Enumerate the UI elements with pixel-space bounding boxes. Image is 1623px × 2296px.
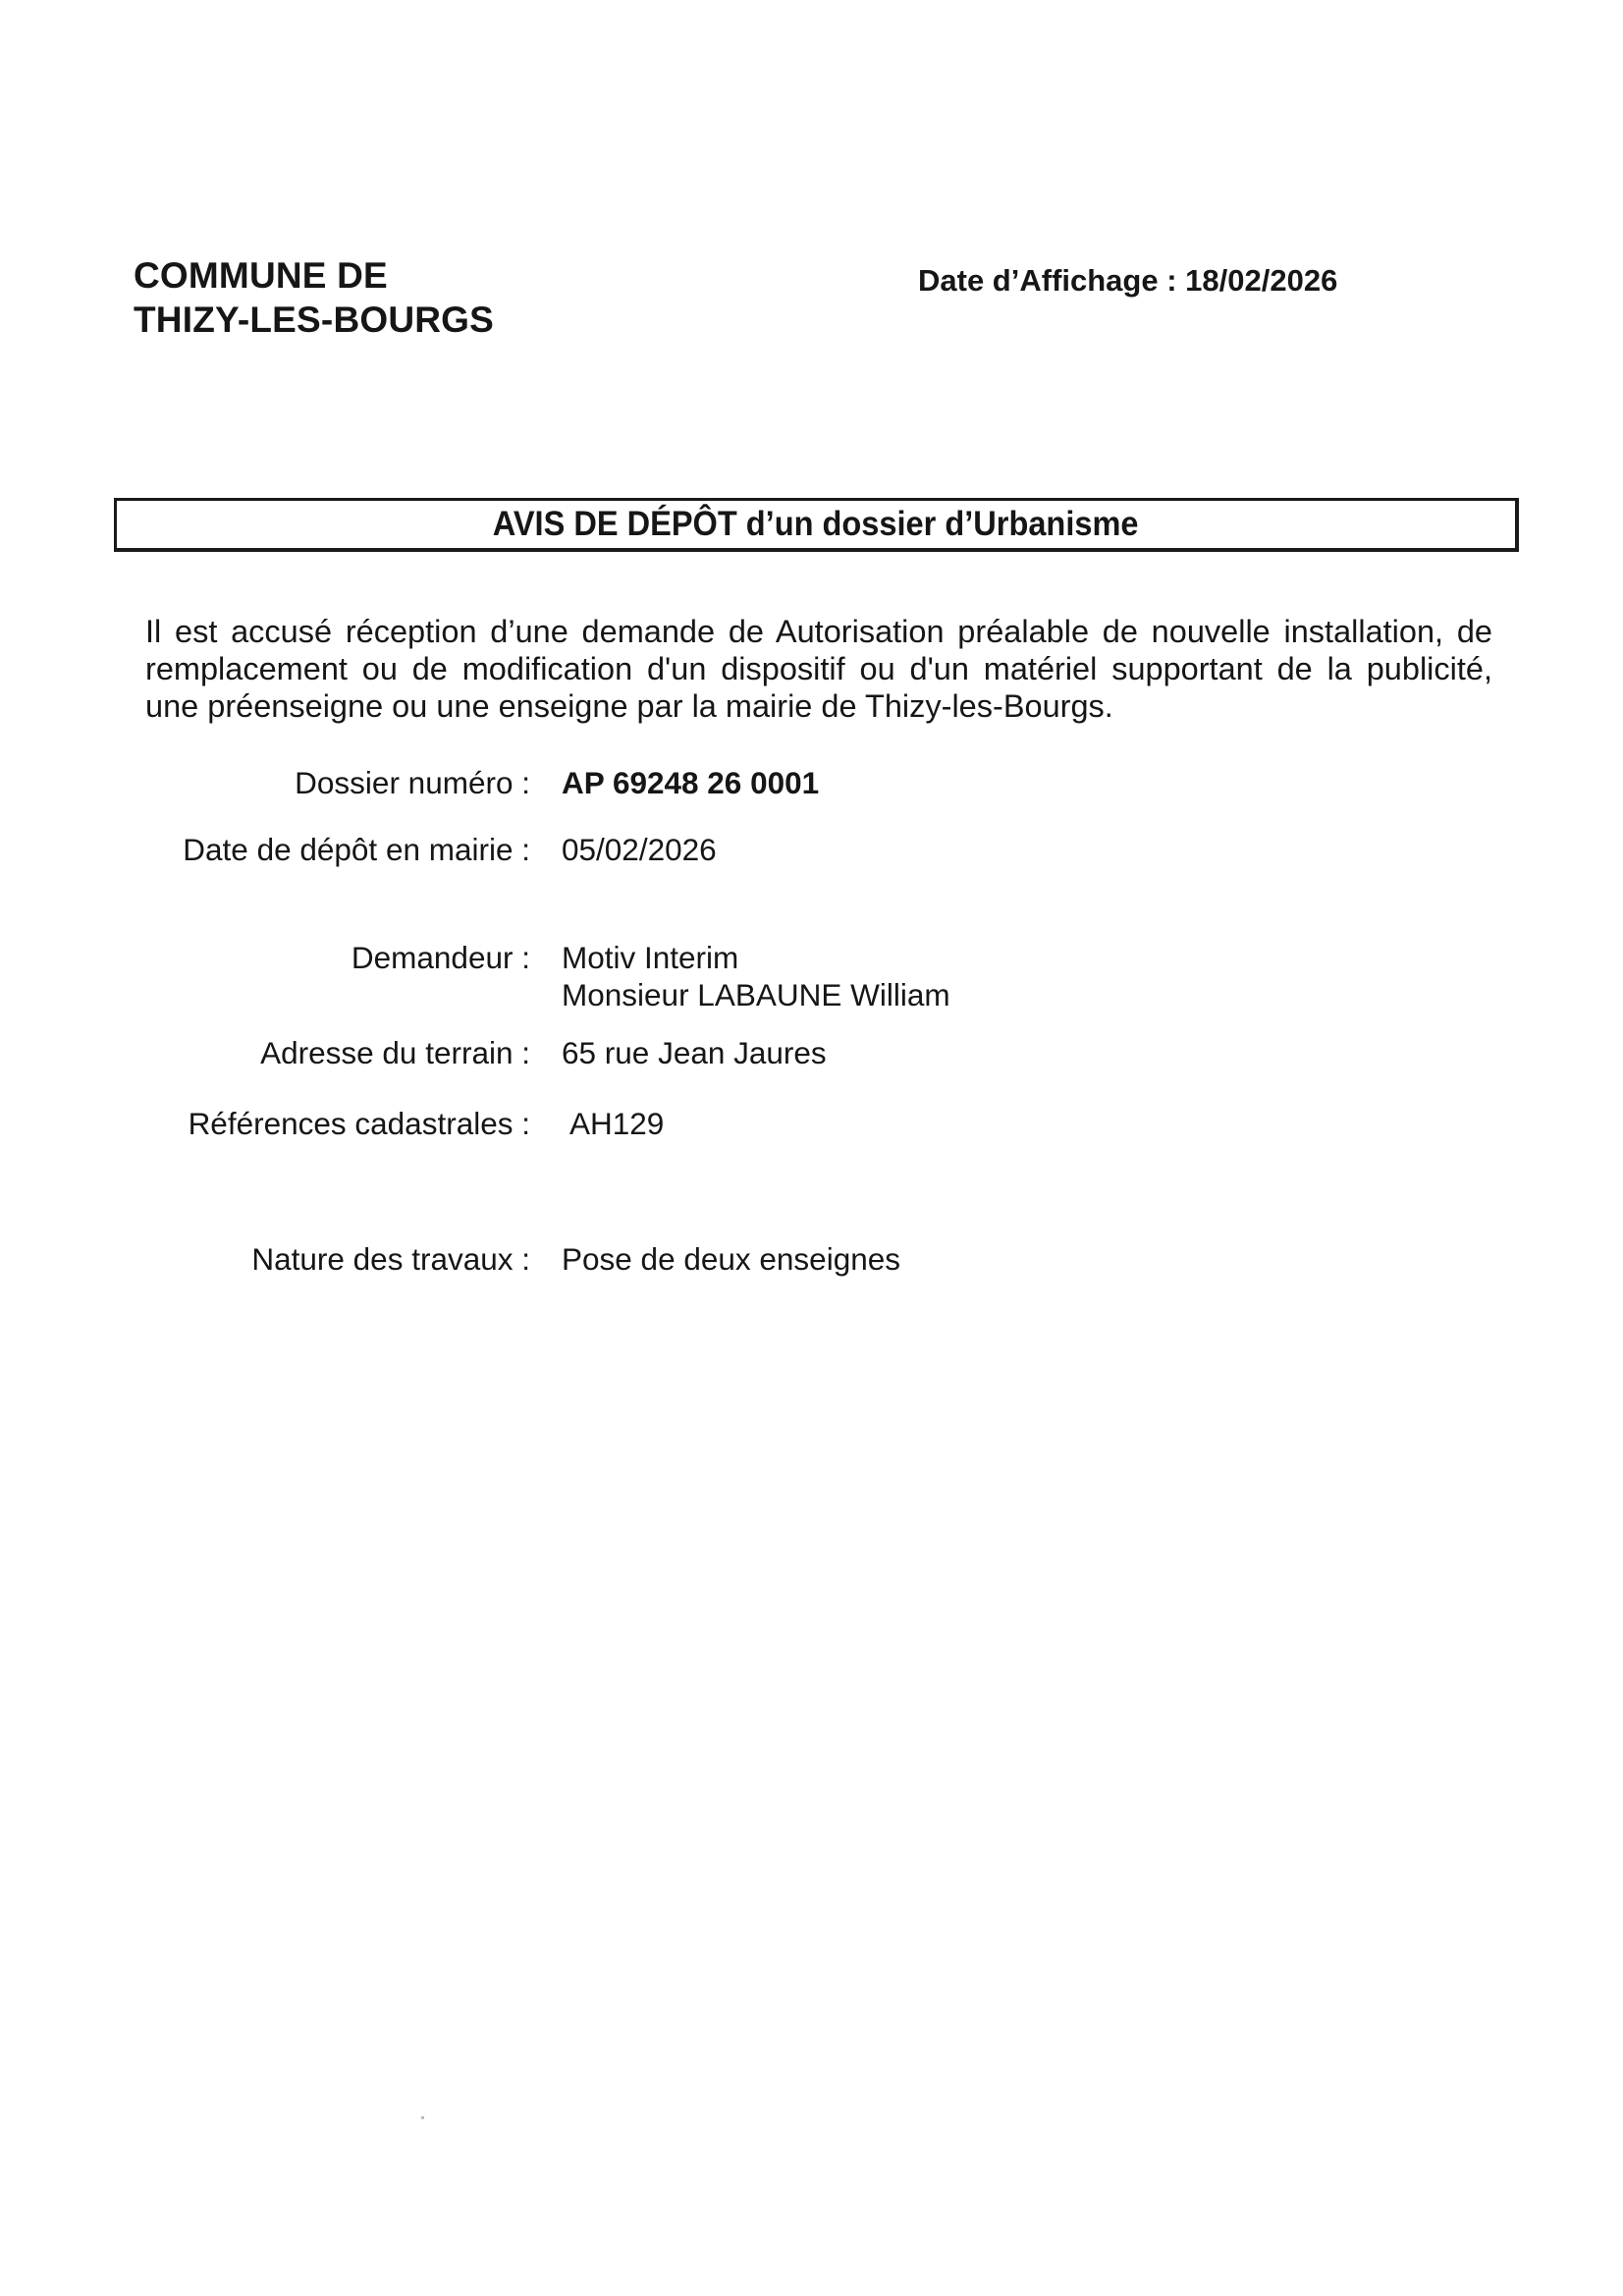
date-depot-value: 05/02/2026 bbox=[562, 832, 717, 867]
date-affichage-label: Date d’Affichage : bbox=[918, 263, 1177, 298]
intro-line-1: Il est accusé réception d’une demande de Autorisation préalable de nouvelle installation, de bbox=[145, 614, 1492, 649]
cadastre-value: AH129 bbox=[569, 1106, 665, 1141]
intro-line-2: remplacement ou de modification d'un dispositif ou d'un matériel supportant de la publicité, bbox=[145, 651, 1492, 686]
demandeur-value-2: Monsieur LABAUNE William bbox=[562, 977, 950, 1012]
commune-line-1: COMMUNE DE bbox=[134, 255, 388, 296]
nature-label: Nature des travaux : bbox=[251, 1241, 530, 1277]
scan-speck bbox=[421, 2116, 424, 2119]
adresse-label: Adresse du terrain : bbox=[260, 1035, 530, 1070]
notice-title: AVIS DE DÉPÔT d’un dossier d’Urbanisme bbox=[493, 505, 1139, 543]
notice-title-box bbox=[114, 498, 1519, 552]
commune-line-2: THIZY-LES-BOURGS bbox=[134, 300, 495, 340]
adresse-value: 65 rue Jean Jaures bbox=[562, 1035, 827, 1070]
cadastre-label: Références cadastrales : bbox=[188, 1106, 530, 1141]
demandeur-label: Demandeur : bbox=[351, 940, 530, 975]
nature-value: Pose de deux enseignes bbox=[562, 1241, 901, 1277]
intro-paragraph bbox=[145, 613, 1492, 725]
intro-line-3: une préenseigne ou une enseigne par la mairie de Thizy-les-Bourgs. bbox=[145, 688, 1113, 724]
date-affichage-value: 18/02/2026 bbox=[1185, 263, 1338, 298]
dossier-value: AP 69248 26 0001 bbox=[562, 765, 820, 800]
commune-name bbox=[134, 253, 494, 342]
dossier-label: Dossier numéro : bbox=[295, 765, 530, 800]
demandeur-value-1: Motiv Interim bbox=[562, 940, 739, 975]
date-depot-label: Date de dépôt en mairie : bbox=[183, 832, 530, 867]
date-affichage bbox=[918, 262, 1337, 300]
